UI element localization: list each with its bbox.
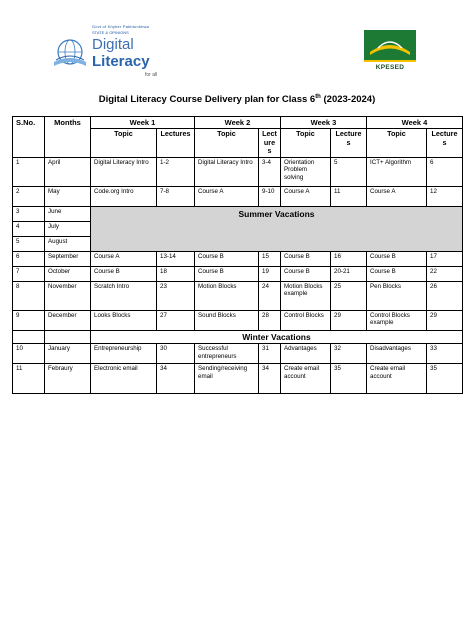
month-cell: September — [45, 251, 91, 266]
sno-cell — [13, 330, 45, 343]
month-cell: December — [45, 310, 91, 330]
topic-cell: Successful entrepreneurs — [195, 344, 259, 364]
lecture-cell: 18 — [157, 266, 195, 281]
sno-cell: 8 — [13, 281, 45, 310]
topic-cell: Advantages — [281, 344, 331, 364]
month-cell: April — [45, 157, 91, 186]
table-row — [13, 186, 463, 206]
topic-cell: Looks Blocks — [91, 310, 157, 330]
lecture-cell: 32 — [331, 344, 367, 364]
sno-cell: 10 — [13, 344, 45, 364]
sno-cell: 2 — [13, 186, 45, 206]
table-row — [13, 266, 463, 281]
logo-sub-text: STATE & OPINIONS — [92, 30, 129, 35]
topic-cell: Course A — [281, 186, 331, 206]
lecture-cell: 31 — [259, 344, 281, 364]
lecture-cell: 24 — [259, 281, 281, 310]
logo-tagline: for all — [145, 72, 158, 78]
lecture-cell: 29 — [331, 310, 367, 330]
lecture-cell: 13-14 — [157, 251, 195, 266]
sno-cell: 9 — [13, 310, 45, 330]
lecture-cell: 34 — [157, 364, 195, 394]
logo-word-digital: Digital — [92, 36, 134, 53]
kpesed-text: KPESED — [375, 64, 405, 71]
topic-cell: Course B — [281, 266, 331, 281]
lecture-cell: 26 — [427, 281, 463, 310]
week4-header: Week 4 — [367, 117, 463, 129]
winter-vacations-band: Winter Vacations — [91, 330, 463, 343]
topic-cell: Motion Blocks example — [281, 281, 331, 310]
sno-header: S.No. — [13, 117, 45, 158]
table-row — [13, 251, 463, 266]
lecture-cell: 12 — [427, 186, 463, 206]
topic-cell: Course B — [195, 266, 259, 281]
sno-cell: 11 — [13, 364, 45, 394]
topic-cell: Electronic email — [91, 364, 157, 394]
lectures-header: Lectures — [331, 129, 367, 158]
topic-cell: Course B — [367, 251, 427, 266]
topic-cell: Control Blocks — [281, 310, 331, 330]
lectures-header: Lectures — [157, 129, 195, 158]
sno-cell: 5 — [13, 236, 45, 251]
week2-header: Week 2 — [195, 117, 281, 129]
sno-cell: 6 — [13, 251, 45, 266]
month-cell — [45, 330, 91, 343]
month-cell: November — [45, 281, 91, 310]
topic-cell: Course B — [281, 251, 331, 266]
lecture-cell: 27 — [157, 310, 195, 330]
table-row — [13, 281, 463, 310]
week1-header: Week 1 — [91, 117, 195, 129]
months-header: Months — [45, 117, 91, 158]
month-cell: July — [45, 221, 91, 236]
winter-row — [13, 330, 463, 343]
topic-cell: Disadvantages — [367, 344, 427, 364]
page-title: Digital Literacy Course Delivery plan for Class 6th (2023-2024) — [98, 94, 376, 106]
month-cell: May — [45, 186, 91, 206]
lecture-cell: 7-8 — [157, 186, 195, 206]
lecture-cell: 6 — [427, 157, 463, 186]
logo-govt-text: Govt of Khyber Pakhtunkhwa — [92, 24, 150, 29]
kpesed-book-icon — [362, 28, 418, 64]
topic-cell: Course A — [367, 186, 427, 206]
sno-cell: 1 — [13, 157, 45, 186]
topic-header: Topic — [281, 129, 331, 158]
topic-cell: Create email account — [281, 364, 331, 394]
lectures-header: Lectures — [427, 129, 463, 158]
month-cell: August — [45, 236, 91, 251]
lecture-cell: 19 — [259, 266, 281, 281]
topic-cell: ICT+ Algorithm — [367, 157, 427, 186]
topic-cell: Sound Blocks — [195, 310, 259, 330]
topic-cell: Orientation Problem solving — [281, 157, 331, 186]
topic-cell: Course B — [367, 266, 427, 281]
table-row — [13, 206, 463, 221]
lecture-cell: 33 — [427, 344, 463, 364]
topic-cell: Digital Literacy Intro — [91, 157, 157, 186]
lecture-cell: 5 — [331, 157, 367, 186]
table-row — [13, 310, 463, 330]
lecture-cell: 20-21 — [331, 266, 367, 281]
lecture-cell: 28 — [259, 310, 281, 330]
week3-header: Week 3 — [281, 117, 367, 129]
lecture-cell: 35 — [331, 364, 367, 394]
month-cell: Febraury — [45, 364, 91, 394]
topic-cell: Create email account — [367, 364, 427, 394]
lecture-cell: 3-4 — [259, 157, 281, 186]
topic-cell: Course B — [195, 251, 259, 266]
course-plan-table — [12, 116, 463, 394]
topic-cell: Course B — [91, 266, 157, 281]
table-row — [13, 157, 463, 186]
topic-header: Topic — [195, 129, 259, 158]
topic-cell: Sending/receiving email — [195, 364, 259, 394]
table-row — [13, 344, 463, 364]
logo-word-literacy: Literacy — [92, 53, 150, 70]
lecture-cell: 9-10 — [259, 186, 281, 206]
digital-literacy-logo — [52, 20, 158, 78]
lecture-cell: 15 — [259, 251, 281, 266]
sno-cell: 7 — [13, 266, 45, 281]
lecture-cell: 22 — [427, 266, 463, 281]
topic-cell: Digital Literacy Intro — [195, 157, 259, 186]
sno-cell: 4 — [13, 221, 45, 236]
lecture-cell: 35 — [427, 364, 463, 394]
lecture-cell: 25 — [331, 281, 367, 310]
table-header-row — [13, 117, 463, 129]
lecture-cell: 17 — [427, 251, 463, 266]
lecture-cell: 30 — [157, 344, 195, 364]
topic-cell: Course A — [91, 251, 157, 266]
topic-cell: Motion Blocks — [195, 281, 259, 310]
lecture-cell: 16 — [331, 251, 367, 266]
summer-vacations-band: Summer Vacations — [91, 206, 463, 251]
lecture-cell: 23 — [157, 281, 195, 310]
kpesed-logo — [362, 28, 418, 74]
topic-header: Topic — [91, 129, 157, 158]
globe-book-icon — [52, 36, 88, 70]
lecture-cell: 34 — [259, 364, 281, 394]
table-row — [13, 364, 463, 394]
topic-cell: Entrepreneurship — [91, 344, 157, 364]
sno-cell: 3 — [13, 206, 45, 221]
topic-cell: Course A — [195, 186, 259, 206]
topic-cell: Scratch Intro — [91, 281, 157, 310]
lecture-cell: 11 — [331, 186, 367, 206]
topic-header: Topic — [367, 129, 427, 158]
month-cell: October — [45, 266, 91, 281]
topic-cell: Pen Blocks — [367, 281, 427, 310]
lectures-header: Lectures — [259, 129, 281, 158]
lecture-cell: 1-2 — [157, 157, 195, 186]
topic-cell: Code.org Intro — [91, 186, 157, 206]
topic-cell: Control Blocks example — [367, 310, 427, 330]
month-cell: June — [45, 206, 91, 221]
lecture-cell: 29 — [427, 310, 463, 330]
month-cell: January — [45, 344, 91, 364]
